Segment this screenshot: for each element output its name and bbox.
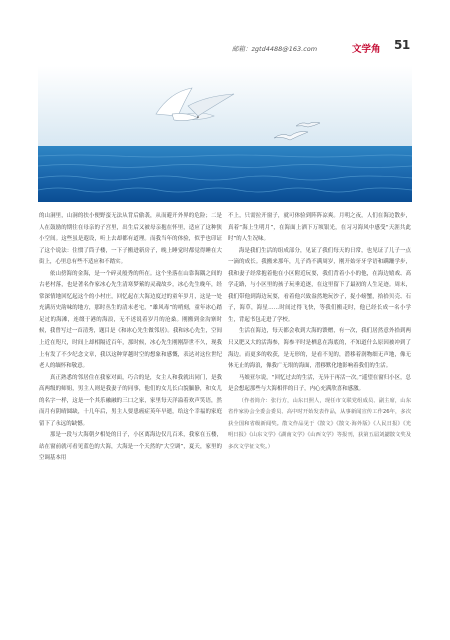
sky	[38, 66, 412, 148]
sea	[38, 146, 412, 202]
paragraph: 真正熟悉的邻居住在我家对面，巧合的是，女主人和我就出同门，是我高两级的师姐，男主人则是我妻子的同事，他们的女儿长白貌腼静，和女儿的名字一样，这是一个其乐融融的三口之家，家里每天洋溢着欢声笑语，然而月有阴晴圆缺，十几年后，男主人要患癌症英年早逝，给这个幸福的家庭留下了永远的缺憾。	[39, 374, 222, 427]
paragraph-continued: 不上，只需拉开窗子，就可体验到阵阵凉爽。月明之夜，人们在海边散步，真着“海上生明月”，在海面上洒下万顷银光，在习习海风中感受“天涯共此时”的人生况味。	[228, 213, 411, 243]
left-text-column	[39, 211, 222, 465]
page-header	[0, 0, 450, 62]
seagulls-photo	[38, 66, 412, 202]
paragraph: 生活在海边，每天都会收到大海的馈赠，有一次，我们居然意外拾到两只又肥又大的活海参，海参平时是栖息在海底的，不知道什么原因被冲到了海边。而更多的收获，是无形的，是看不见的，潜移着润物细无声地，像无休无止的海浪，像我广无垠的海面，潜移默化地影响着我们的生活。	[228, 328, 411, 370]
right-text-column	[228, 211, 411, 453]
seagulls-over-sea-photo	[38, 66, 412, 202]
page-number: 51	[394, 38, 410, 52]
section-title: 文学角	[352, 44, 381, 55]
header-email: 邮箱：zgtd4488@163.com	[232, 45, 318, 53]
paragraph: 依山傍海的金海，是一个碎灵般秀的所在。这个坐落在山靠海隅之间的古老村落，也是著名作家冰心先生清寒梦萦的灵魂故乡，冰心先生晚年，经常深情地回忆起这个的小村庄，回忆起在大海边度过的童年岁月，这是一处充满历史韵味的地方，那时丛生的清末老宅，“雄风毒”的哨刻，童年冰心踏足过的海滩，连缀于港的海浪，无不述说着岁月的沧桑。刚搬到金沟寨时候，我曾写过一首清秀，题目是《和冰心先生做邻居》。我和冰心先生，空间上近在咫尺，时间上却相隔近百年，那时候，冰心先生刚刚辞世不久，现我上有发了不少纪念文章，我以这种穿越时空的想象和感慨，表达对这位世纪老人的缅怀和敬意。	[39, 270, 222, 370]
paragraph: 海是我们生活的组成部分，见证了我们每天的日常，也见证了儿子一点一滴的成长。我搬来那年，儿子尚不满周岁，刚开始牙牙学语和蹒跚学步，我和妻子经常抱着他在小区附近玩耍，我们背着小小的他，在海边嬉戏、高学走路，与小区里的孩子玩垂追逐，在这里留下了最初的人生足迹。周末，我们带他到海边玩耍，看着他兴致盎然地玩沙子，捉小螃蟹，拾拾贝壳、石子，海草，海星……时间过得飞快，等我们搬走时，他已经长成一名小学生，背起书包走进了学校。	[228, 247, 411, 323]
author-bio: （作者简介：张行方，山东日照人，现任市文联党组成员、副主席，山东省作家协会全委会委员、高中时开始发表作品，从事新闻宣传工作26年，多次获全国和省级新闻奖。散文作品见于《散文》《散文·海外版》《人民日报》《光明日报》《山东文学》《湖南文学》《山西文学》等报刊，获第五届刘勰散文奖及多次文学征文奖。）	[228, 397, 411, 450]
paragraph-continued: 的山洞里，山洞的扶小便野蛮无法从背后偷袭，从而避开外界的危险；二是人在鼓励的期往在母亲的子宫里，出生后又被母亲抱在怀里，适应了这种狭小空间。这些虽是遐设，听上去却都有道理。而我当年的体验，似乎也印证了这个说法：住惯了筒子楼，一下子搬进新房子，晚上睡觉时都觉得睡在大街上，心里总有些不适应和不踏实。	[39, 213, 222, 266]
paragraph: 那是一段与大海朝夕相处的日子，小区离海边仅几百米，我家在五楼，站在窗前就可看见蓝色的大海，大海是一个天然的“大空调”，夏天，家里的空调基本用	[39, 432, 222, 462]
paragraph: 马娘亚尔说，“回忆过去的生活，无异于再活一次。”遥望在窗归小区，总是会想起那些与大海相伴的日子，内心充满欣喜和感激。	[228, 374, 411, 393]
